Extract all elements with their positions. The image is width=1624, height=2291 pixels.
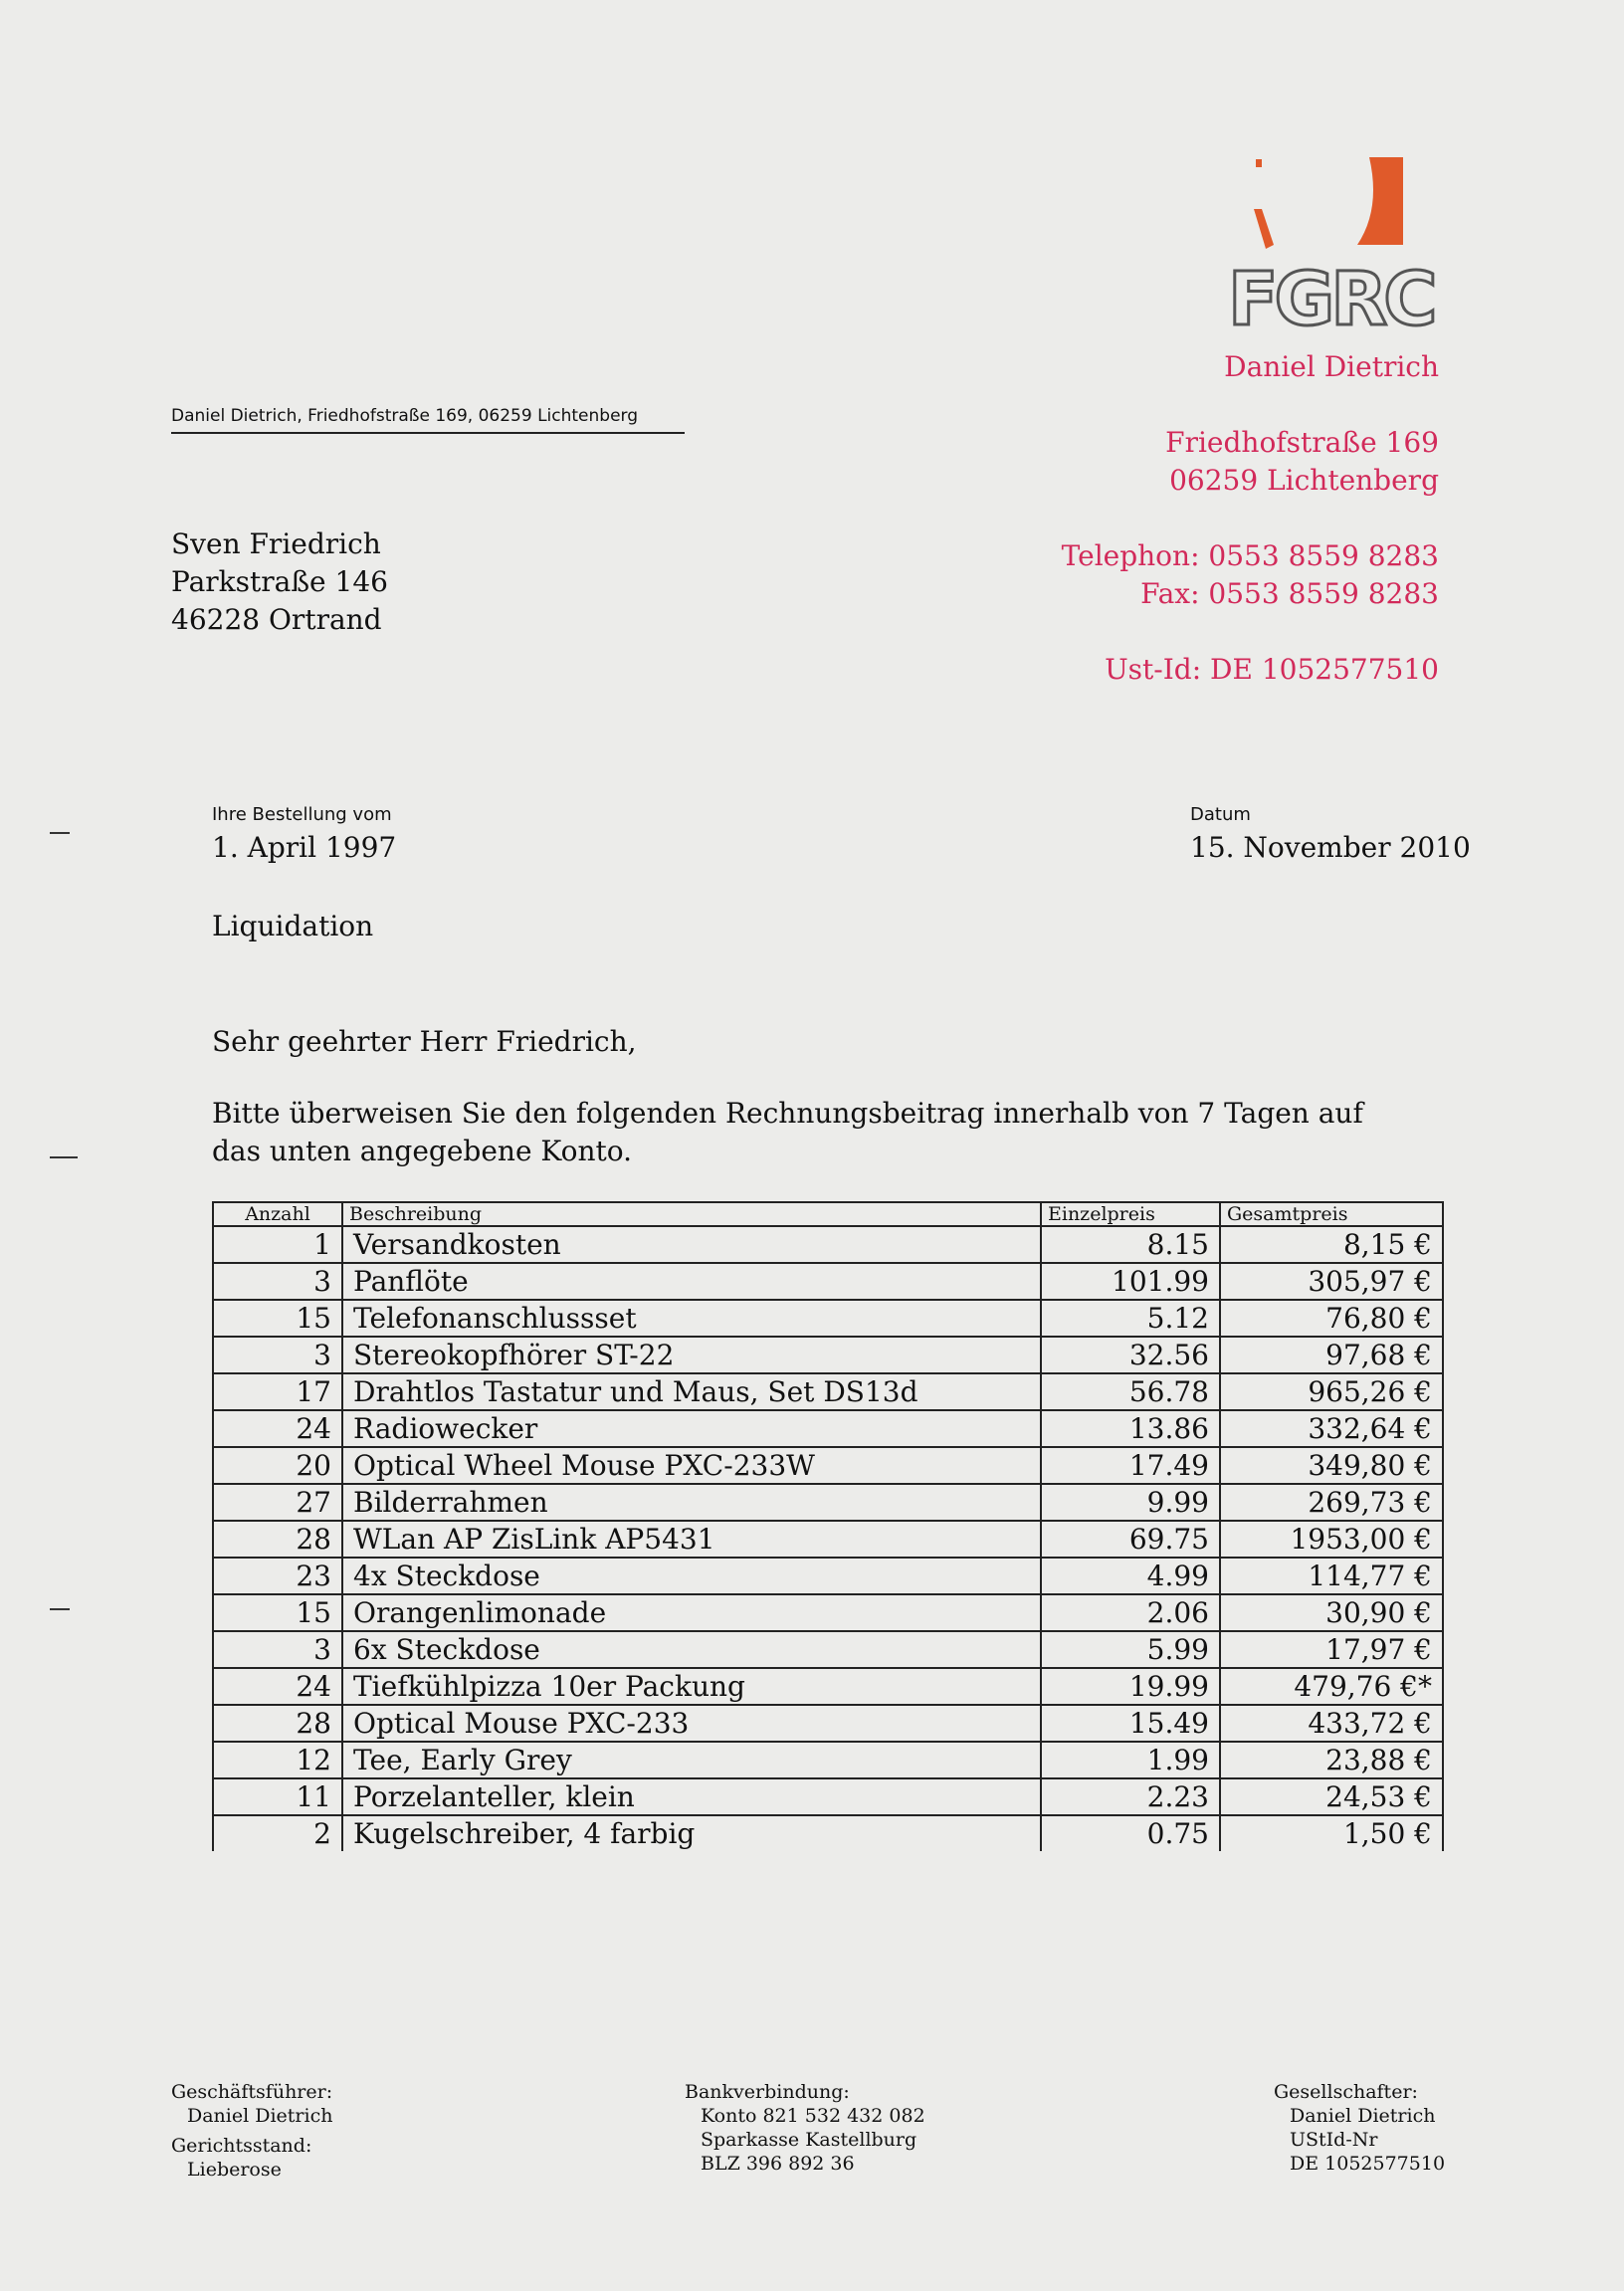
recipient-address — [171, 525, 388, 639]
cell-total-price: 433,72 € — [1220, 1705, 1443, 1742]
table-row — [213, 1337, 1443, 1373]
cell-unit-price: 5.99 — [1041, 1631, 1220, 1668]
subject: Liquidation — [212, 910, 374, 942]
cell-total-price: 349,80 € — [1220, 1447, 1443, 1484]
invoice-items-table — [212, 1201, 1444, 1851]
table-row — [213, 1263, 1443, 1300]
cell-description: Tiefkühlpizza 10er Packung — [342, 1668, 1041, 1705]
cell-unit-price: 4.99 — [1041, 1558, 1220, 1594]
table-row — [213, 1742, 1443, 1778]
recipient-city: 46228 Ortrand — [171, 603, 382, 636]
cell-qty: 15 — [213, 1300, 342, 1337]
cell-total-price: 114,77 € — [1220, 1558, 1443, 1594]
svg-text:FGRC: FGRC — [1228, 257, 1434, 338]
footer-sh-label: Gesellschafter: — [1274, 2081, 1418, 2103]
header-qty: Anzahl — [213, 1202, 342, 1226]
cell-description: Stereokopfhörer ST-22 — [342, 1337, 1041, 1373]
cell-description: Porzelanteller, klein — [342, 1778, 1041, 1815]
fax-label: Fax: — [1140, 577, 1200, 610]
cell-qty: 20 — [213, 1447, 342, 1484]
cell-unit-price: 9.99 — [1041, 1484, 1220, 1521]
cell-qty: 3 — [213, 1631, 342, 1668]
punch-mark — [50, 1156, 78, 1158]
table-row — [213, 1594, 1443, 1631]
cell-total-price: 1,50 € — [1220, 1815, 1443, 1851]
table-row — [213, 1521, 1443, 1558]
cell-qty: 28 — [213, 1521, 342, 1558]
cell-qty: 12 — [213, 1742, 342, 1778]
table-row — [213, 1778, 1443, 1815]
cell-total-price: 8,15 € — [1220, 1226, 1443, 1263]
cell-total-price: 269,73 € — [1220, 1484, 1443, 1521]
cell-description: 4x Steckdose — [342, 1558, 1041, 1594]
sender-name: Daniel Dietrich — [1224, 350, 1439, 383]
cell-qty: 15 — [213, 1594, 342, 1631]
cell-description: Orangenlimonade — [342, 1594, 1041, 1631]
cell-total-price: 305,97 € — [1220, 1263, 1443, 1300]
sender-block — [1062, 348, 1439, 689]
cell-unit-price: 32.56 — [1041, 1337, 1220, 1373]
order-date-value: 1. April 1997 — [212, 831, 397, 864]
table-row — [213, 1447, 1443, 1484]
body-paragraph: Bitte überweisen Sie den folgenden Rechnungsbeitrag innerhalb von 7 Tagen auf das unten angegebene Konto. — [212, 1097, 1363, 1167]
cell-total-price: 97,68 € — [1220, 1337, 1443, 1373]
table-row — [213, 1558, 1443, 1594]
cell-total-price: 17,97 € — [1220, 1631, 1443, 1668]
sender-city: 06259 Lichtenberg — [1169, 464, 1439, 497]
fold-mark — [50, 1608, 70, 1610]
cell-qty: 1 — [213, 1226, 342, 1263]
cell-unit-price: 15.49 — [1041, 1705, 1220, 1742]
cell-unit-price: 17.49 — [1041, 1447, 1220, 1484]
footer-gf-label: Geschäftsführer: — [171, 2081, 333, 2103]
cell-unit-price: 2.06 — [1041, 1594, 1220, 1631]
header-description: Beschreibung — [342, 1202, 1041, 1226]
cell-unit-price: 2.23 — [1041, 1778, 1220, 1815]
footer-ustid-label: UStId-Nr — [1290, 2129, 1378, 2151]
sender-street: Friedhofstraße 169 — [1165, 426, 1439, 459]
sender-phone — [1062, 537, 1439, 575]
footer-gf-value: Daniel Dietrich — [187, 2105, 333, 2127]
logo-mark-icon — [1222, 149, 1443, 338]
cell-description: Drahtlos Tastatur und Maus, Set DS13d — [342, 1373, 1041, 1410]
cell-unit-price: 1.99 — [1041, 1742, 1220, 1778]
cell-qty: 23 — [213, 1558, 342, 1594]
cell-unit-price: 56.78 — [1041, 1373, 1220, 1410]
invoice-date-value: 15. November 2010 — [1190, 831, 1471, 864]
cell-qty: 28 — [213, 1705, 342, 1742]
table-row — [213, 1300, 1443, 1337]
footer-bank-name: Sparkasse Kastellburg — [701, 2129, 917, 2151]
cell-description: Panflöte — [342, 1263, 1041, 1300]
cell-description: Kugelschreiber, 4 farbig — [342, 1815, 1041, 1851]
recipient-name: Sven Friedrich — [171, 527, 381, 560]
invoice-date-label: Datum — [1190, 804, 1251, 825]
cell-total-price: 23,88 € — [1220, 1742, 1443, 1778]
cell-description: Telefonanschlussset — [342, 1300, 1041, 1337]
table-header-row — [213, 1202, 1443, 1226]
footer-shareholder — [1274, 2080, 1445, 2176]
sender-vat-id: Ust-Id: DE 1052577510 — [1105, 653, 1439, 686]
cell-total-price: 30,90 € — [1220, 1594, 1443, 1631]
cell-unit-price: 0.75 — [1041, 1815, 1220, 1851]
footer-ustid-value: DE 1052577510 — [1290, 2153, 1446, 2175]
footer-gs-label: Gerichtsstand: — [171, 2135, 312, 2157]
footer-bank — [685, 2080, 925, 2176]
header-total-price: Gesamtpreis — [1220, 1202, 1443, 1226]
cell-unit-price: 5.12 — [1041, 1300, 1220, 1337]
footer-bank-account: Konto 821 532 432 082 — [701, 2105, 925, 2127]
cell-description: Optical Mouse PXC-233 — [342, 1705, 1041, 1742]
company-logo — [1222, 149, 1443, 338]
order-date-block — [212, 804, 396, 864]
cell-qty: 3 — [213, 1263, 342, 1300]
header-unit-price: Einzelpreis — [1041, 1202, 1220, 1226]
table-row — [213, 1484, 1443, 1521]
cell-qty: 24 — [213, 1410, 342, 1447]
footer-bank-blz: BLZ 396 892 36 — [701, 2153, 855, 2175]
phone-number: 0553 8559 8283 — [1208, 539, 1439, 572]
sender-fax — [1062, 575, 1439, 613]
table-row — [213, 1373, 1443, 1410]
order-date-label: Ihre Bestellung vom — [212, 804, 392, 825]
cell-total-price: 76,80 € — [1220, 1300, 1443, 1337]
cell-qty: 2 — [213, 1815, 342, 1851]
cell-qty: 11 — [213, 1778, 342, 1815]
table-row — [213, 1705, 1443, 1742]
salutation: Sehr geehrter Herr Friedrich, — [212, 1025, 637, 1058]
cell-description: 6x Steckdose — [342, 1631, 1041, 1668]
cell-unit-price: 8.15 — [1041, 1226, 1220, 1263]
cell-total-price: 965,26 € — [1220, 1373, 1443, 1410]
sender-return-address: Daniel Dietrich, Friedhofstraße 169, 06259 Lichtenberg — [171, 406, 685, 434]
cell-qty: 3 — [213, 1337, 342, 1373]
cell-description: Optical Wheel Mouse PXC-233W — [342, 1447, 1041, 1484]
cell-description: Tee, Early Grey — [342, 1742, 1041, 1778]
cell-description: WLan AP ZisLink AP5431 — [342, 1521, 1041, 1558]
cell-qty: 27 — [213, 1484, 342, 1521]
cell-unit-price: 19.99 — [1041, 1668, 1220, 1705]
table-row — [213, 1226, 1443, 1263]
cell-total-price: 332,64 € — [1220, 1410, 1443, 1447]
fax-number: 0553 8559 8283 — [1208, 577, 1439, 610]
cell-unit-price: 13.86 — [1041, 1410, 1220, 1447]
cell-qty: 17 — [213, 1373, 342, 1410]
table-row — [213, 1410, 1443, 1447]
cell-unit-price: 69.75 — [1041, 1521, 1220, 1558]
table-row — [213, 1631, 1443, 1668]
cell-total-price: 1953,00 € — [1220, 1521, 1443, 1558]
table-row — [213, 1815, 1443, 1851]
recipient-street: Parkstraße 146 — [171, 565, 388, 598]
cell-unit-price: 101.99 — [1041, 1263, 1220, 1300]
cell-description: Radiowecker — [342, 1410, 1041, 1447]
cell-qty: 24 — [213, 1668, 342, 1705]
table-row — [213, 1668, 1443, 1705]
cell-description: Versandkosten — [342, 1226, 1041, 1263]
footer-gs-value: Lieberose — [187, 2159, 282, 2181]
footer-sh-name: Daniel Dietrich — [1290, 2105, 1436, 2127]
footer-bank-label: Bankverbindung: — [685, 2081, 850, 2103]
cell-total-price: 479,76 €* — [1220, 1668, 1443, 1705]
cell-description: Bilderrahmen — [342, 1484, 1041, 1521]
footer-management — [171, 2080, 332, 2182]
invoice-date-block — [1190, 804, 1471, 864]
phone-label: Telephon: — [1061, 539, 1200, 572]
fold-mark — [50, 832, 70, 834]
cell-total-price: 24,53 € — [1220, 1778, 1443, 1815]
